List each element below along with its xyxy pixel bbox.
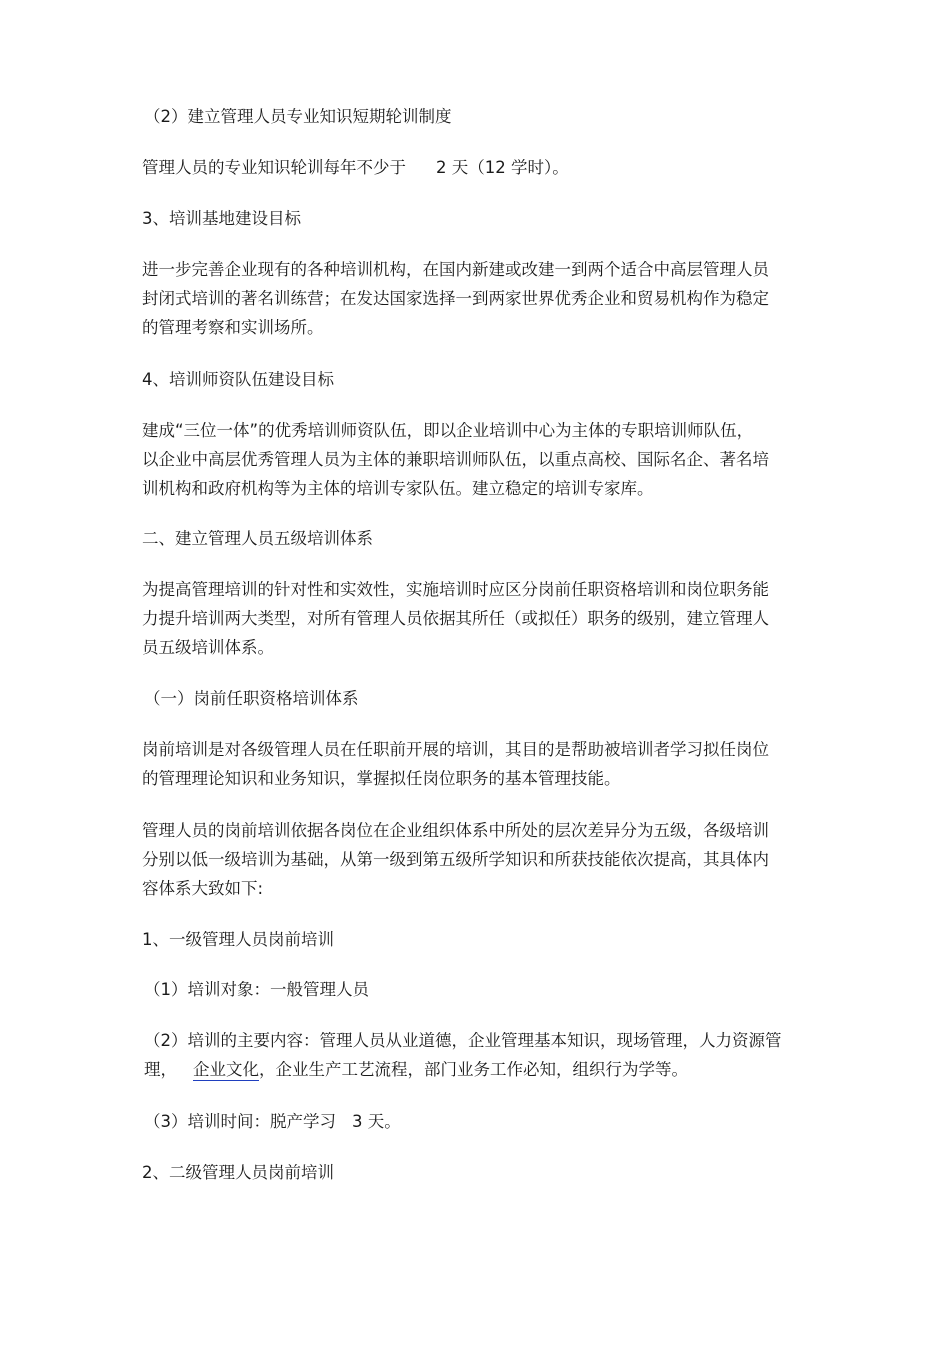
text-segment: 管理人员的专业知识轮训每年不少于	[142, 158, 406, 177]
paragraph-line: 岗前培训是对各级管理人员在任职前开展的培训，其目的是帮助被培训者学习拟任岗位	[142, 740, 769, 759]
paragraph-line: 的管理理论知识和业务知识，掌握拟任岗位职务的基本管理技能。	[142, 769, 621, 788]
paragraph-line: 训机构和政府机构等为主体的培训专家队伍。建立稳定的培训专家库。	[142, 479, 654, 498]
text-segment: （3）培训时间：脱产学习	[144, 1112, 336, 1131]
item-training-time	[144, 1107, 839, 1136]
text-segment: 理，	[144, 1060, 177, 1079]
paragraph-line: （一）岗前任职资格培训体系	[144, 689, 359, 708]
paragraph-line: 二、建立管理人员五级培训体系	[142, 529, 373, 548]
paragraph-line: 4、培训师资队伍建设目标	[142, 370, 334, 389]
text-segment: 2 天（12 学时）。	[436, 158, 569, 177]
item-training-target	[144, 975, 839, 1004]
paragraph-line: （2）培训的主要内容：管理人员从业道德，企业管理基本知识，现场管理，人力资源管	[144, 1031, 782, 1050]
paragraph-faculty	[142, 416, 837, 503]
paragraph-line: 为提高管理培训的针对性和实效性，实施培训时应区分岗前任职资格培训和岗位职务能	[142, 580, 769, 599]
text-segment: 3 天。	[352, 1112, 401, 1131]
paragraph-line: 3、培训基地建设目标	[142, 209, 301, 228]
paragraph-training-base	[142, 255, 837, 342]
paragraph-line: 以企业中高层优秀管理人员为主体的兼职培训师队伍，以重点高校、国际名企、著名培	[142, 450, 769, 469]
paragraph-line: 的管理考察和实训场所。	[142, 318, 324, 337]
paragraph-pre-job-levels	[142, 816, 837, 903]
paragraph-five-level-system	[142, 575, 837, 662]
heading-training-base	[142, 204, 837, 233]
paragraph-line	[144, 1055, 839, 1084]
text-segment: ，企业生产工艺流程，部门业务工作必知，组织行为学等。	[259, 1060, 688, 1079]
paragraph-line: 建成“三位一体”的优秀培训师资队伍，即以企业培训中心为主体的专职培训师队伍，	[142, 421, 754, 440]
heading-faculty	[142, 365, 837, 394]
paragraph-rotation-duration	[142, 153, 837, 182]
paragraph-line: 容体系大致如下:	[142, 879, 264, 898]
heading-level-two	[142, 1158, 837, 1187]
paragraph-line: 2、二级管理人员岗前培训	[142, 1163, 334, 1182]
heading-level-one	[142, 925, 837, 954]
heading-five-level-system	[142, 524, 837, 553]
item-training-content	[144, 1026, 839, 1084]
paragraph-line: 分别以低一级培训为基础，从第一级到第五级所学知识和所获技能依次提高，其具体内	[142, 850, 769, 869]
paragraph-line: 力提升培训两大类型，对所有管理人员依据其所任（或拟任）职务的级别，建立管理人	[142, 609, 769, 628]
paragraph-pre-job-definition	[142, 735, 837, 793]
paragraph-line: （2）建立管理人员专业知识短期轮训制度	[144, 107, 452, 126]
subheading-rotation-training	[144, 102, 839, 131]
corporate-culture-link[interactable]: 企业文化	[193, 1060, 259, 1079]
paragraph-line: 1、一级管理人员岗前培训	[142, 930, 334, 949]
paragraph-line: 管理人员的岗前培训依据各岗位在企业组织体系中所处的层次差异分为五级，各级培训	[142, 821, 769, 840]
paragraph-line: 员五级培训体系。	[142, 638, 274, 657]
paragraph-line: （1）培训对象：一般管理人员	[144, 980, 369, 999]
paragraph-line: 封闭式培训的著名训练营；在发达国家选择一到两家世界优秀企业和贸易机构作为稳定	[142, 289, 769, 308]
subheading-pre-job-system	[144, 684, 839, 713]
paragraph-line: 进一步完善企业现有的各种培训机构，在国内新建或改建一到两个适合中高层管理人员	[142, 260, 769, 279]
